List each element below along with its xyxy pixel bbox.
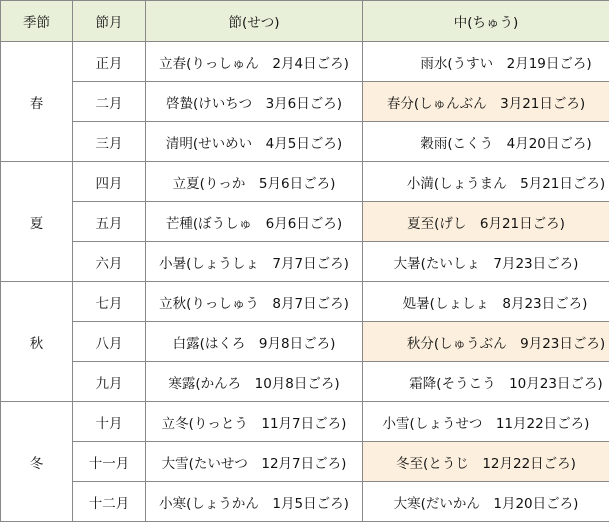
- chu-cell: 小満(しょうまん 5月21日ごろ): [363, 162, 609, 202]
- month-cell: 二月: [73, 82, 146, 122]
- chu-cell: 穀雨(こくう 4月20日ごろ): [363, 122, 609, 162]
- table-row: [1, 162, 609, 202]
- season-cell-autumn: 秋: [1, 282, 73, 402]
- setsu-cell: 小寒(しょうかん 1月5日ごろ): [146, 482, 363, 522]
- header-setsu: 節(せつ): [146, 1, 363, 42]
- chu-cell: 処暑(しょしょ 8月23日ごろ): [363, 282, 609, 322]
- chu-cell: 大寒(だいかん 1月20日ごろ): [363, 482, 609, 522]
- chu-cell-highlighted: 秋分(しゅうぶん 9月23日ごろ): [363, 322, 609, 362]
- month-cell: 八月: [73, 322, 146, 362]
- table-row: [1, 202, 609, 242]
- chu-cell-highlighted: 冬至(とうじ 12月22日ごろ): [363, 442, 609, 482]
- table-row: [1, 322, 609, 362]
- month-cell: 十二月: [73, 482, 146, 522]
- table-row: [1, 362, 609, 402]
- chu-cell-highlighted: 夏至(げし 6月21日ごろ): [363, 202, 609, 242]
- chu-cell: 霜降(そうこう 10月23日ごろ): [363, 362, 609, 402]
- month-cell: 三月: [73, 122, 146, 162]
- header-season: 季節: [1, 1, 73, 42]
- table-row: [1, 242, 609, 282]
- month-cell: 正月: [73, 42, 146, 82]
- season-cell-winter: 冬: [1, 402, 73, 522]
- month-cell: 九月: [73, 362, 146, 402]
- setsu-cell: 立夏(りっか 5月6日ごろ): [146, 162, 363, 202]
- setsu-cell: 白露(はくろ 9月8日ごろ): [146, 322, 363, 362]
- month-cell: 七月: [73, 282, 146, 322]
- table-row: [1, 42, 609, 82]
- month-cell: 十月: [73, 402, 146, 442]
- table-row: [1, 442, 609, 482]
- chu-cell: 大暑(たいしょ 7月23日ごろ): [363, 242, 609, 282]
- chu-cell: 小雪(しょうせつ 11月22日ごろ): [363, 402, 609, 442]
- setsu-cell: 立冬(りっとう 11月7日ごろ): [146, 402, 363, 442]
- setsu-cell: 芒種(ぼうしゅ 6月6日ごろ): [146, 202, 363, 242]
- table-row: [1, 482, 609, 522]
- chu-cell-highlighted: 春分(しゅんぶん 3月21日ごろ): [363, 82, 609, 122]
- month-cell: 十一月: [73, 442, 146, 482]
- setsu-cell: 寒露(かんろ 10月8日ごろ): [146, 362, 363, 402]
- table-body: [1, 42, 609, 522]
- setsu-cell: 啓蟄(けいちつ 3月6日ごろ): [146, 82, 363, 122]
- table-row: [1, 122, 609, 162]
- table-row: [1, 402, 609, 442]
- header-chu: 中(ちゅう): [363, 1, 609, 42]
- table-row: [1, 82, 609, 122]
- setsu-cell: 小暑(しょうしょ 7月7日ごろ): [146, 242, 363, 282]
- header-month: 節月: [73, 1, 146, 42]
- month-cell: 四月: [73, 162, 146, 202]
- setsu-cell: 清明(せいめい 4月5日ごろ): [146, 122, 363, 162]
- setsu-cell: 大雪(たいせつ 12月7日ごろ): [146, 442, 363, 482]
- setsu-cell: 立春(りっしゅん 2月4日ごろ): [146, 42, 363, 82]
- season-cell-spring: 春: [1, 42, 73, 162]
- month-cell: 六月: [73, 242, 146, 282]
- season-cell-summer: 夏: [1, 162, 73, 282]
- chu-cell: 雨水(うすい 2月19日ごろ): [363, 42, 609, 82]
- month-cell: 五月: [73, 202, 146, 242]
- table-header: [1, 1, 609, 42]
- table-row: [1, 282, 609, 322]
- setsu-cell: 立秋(りっしゅう 8月7日ごろ): [146, 282, 363, 322]
- header-row: [1, 1, 609, 42]
